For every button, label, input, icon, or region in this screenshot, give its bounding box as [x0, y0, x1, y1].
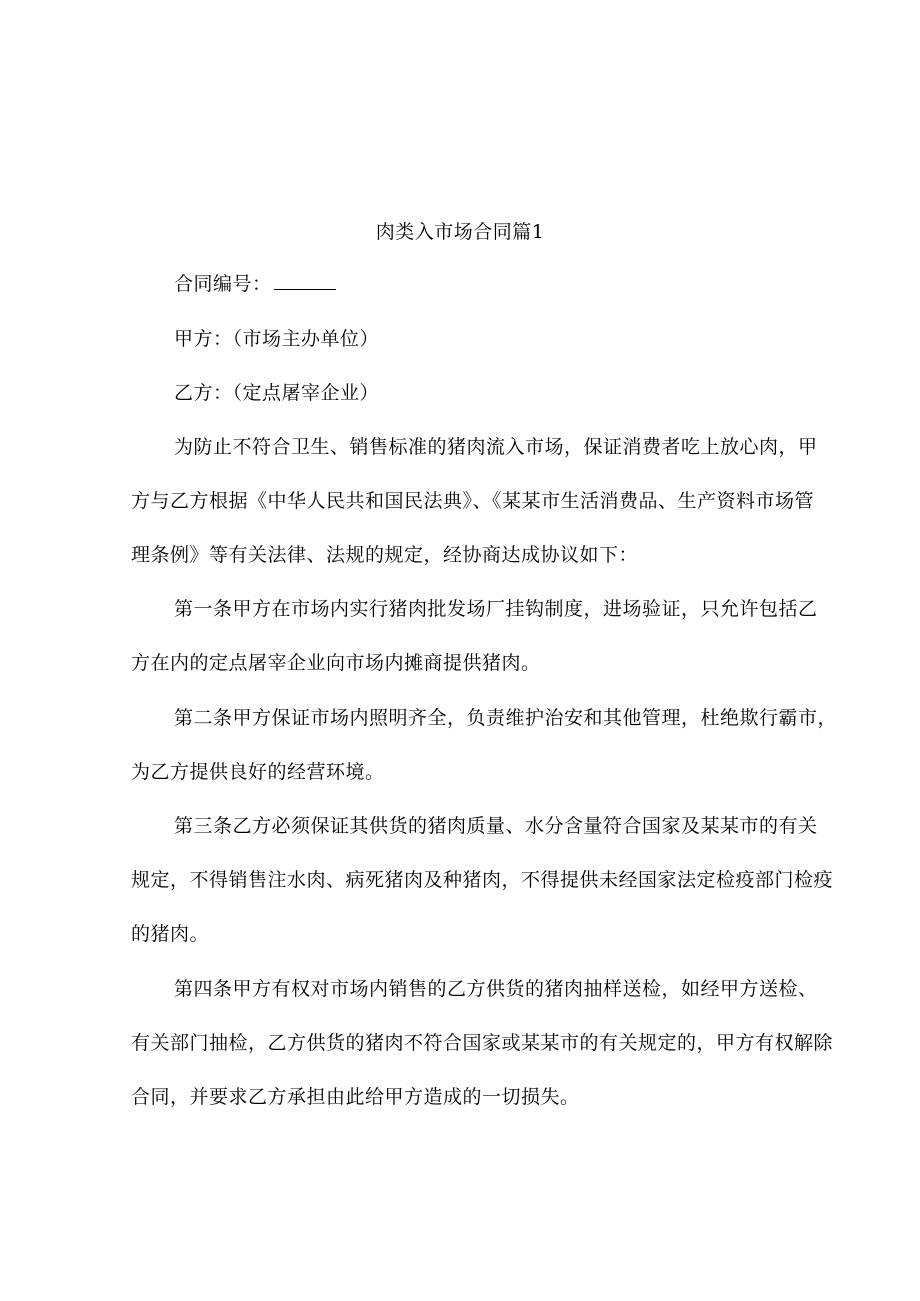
contract-number-blank	[274, 271, 336, 290]
body-line: 的猪肉。	[131, 923, 210, 945]
body-line: 第四条甲方有权对市场内销售的乙方供货的猪肉抽样送检，如经甲方送检、	[174, 978, 818, 1000]
body-line: 第三条乙方必须保证其供货的猪肉质量、水分含量符合国家及某某市的有关	[174, 815, 818, 837]
body-line: 理条例》等有关法律、法规的规定，经协商达成协议如下：	[131, 544, 639, 566]
document-title: 肉类入市场合同篇1	[375, 221, 545, 243]
contract-number-label: 合同编号：	[174, 273, 272, 295]
body-line: 合同，并要求乙方承担由此给甲方造成的一切损失。	[131, 1086, 580, 1108]
body-line: 方与乙方根据《中华人民共和国民法典》、《某某市生活消费品、生产资料市场管	[131, 490, 815, 512]
party-b-line: 乙方：（定点屠宰企业）	[174, 382, 380, 404]
body-line: 第一条甲方在市场内实行猪肉批发场厂挂钩制度，进场验证，只允许包括乙	[174, 598, 818, 620]
party-a-line: 甲方：（市场主办单位）	[174, 328, 380, 350]
body-line: 规定，不得销售注水肉、病死猪肉及种猪肉，不得提供未经国家法定检疫部门检疫	[131, 869, 834, 891]
body-line: 方在内的定点屠宰企业向市场内摊商提供猪肉。	[131, 652, 541, 674]
body-line: 为乙方提供良好的经营环境。	[131, 761, 385, 783]
contract-number-line	[174, 270, 336, 298]
body-line: 第二条甲方保证市场内照明齐全，负责维护治安和其他管理，杜绝欺行霸市，	[174, 707, 838, 729]
body-line: 有关部门抽检，乙方供货的猪肉不符合国家或某某市的有关规定的，甲方有权解除	[131, 1032, 834, 1054]
body-line: 为防止不符合卫生、销售标准的猪肉流入市场，保证消费者吃上放心肉，甲	[174, 436, 818, 458]
